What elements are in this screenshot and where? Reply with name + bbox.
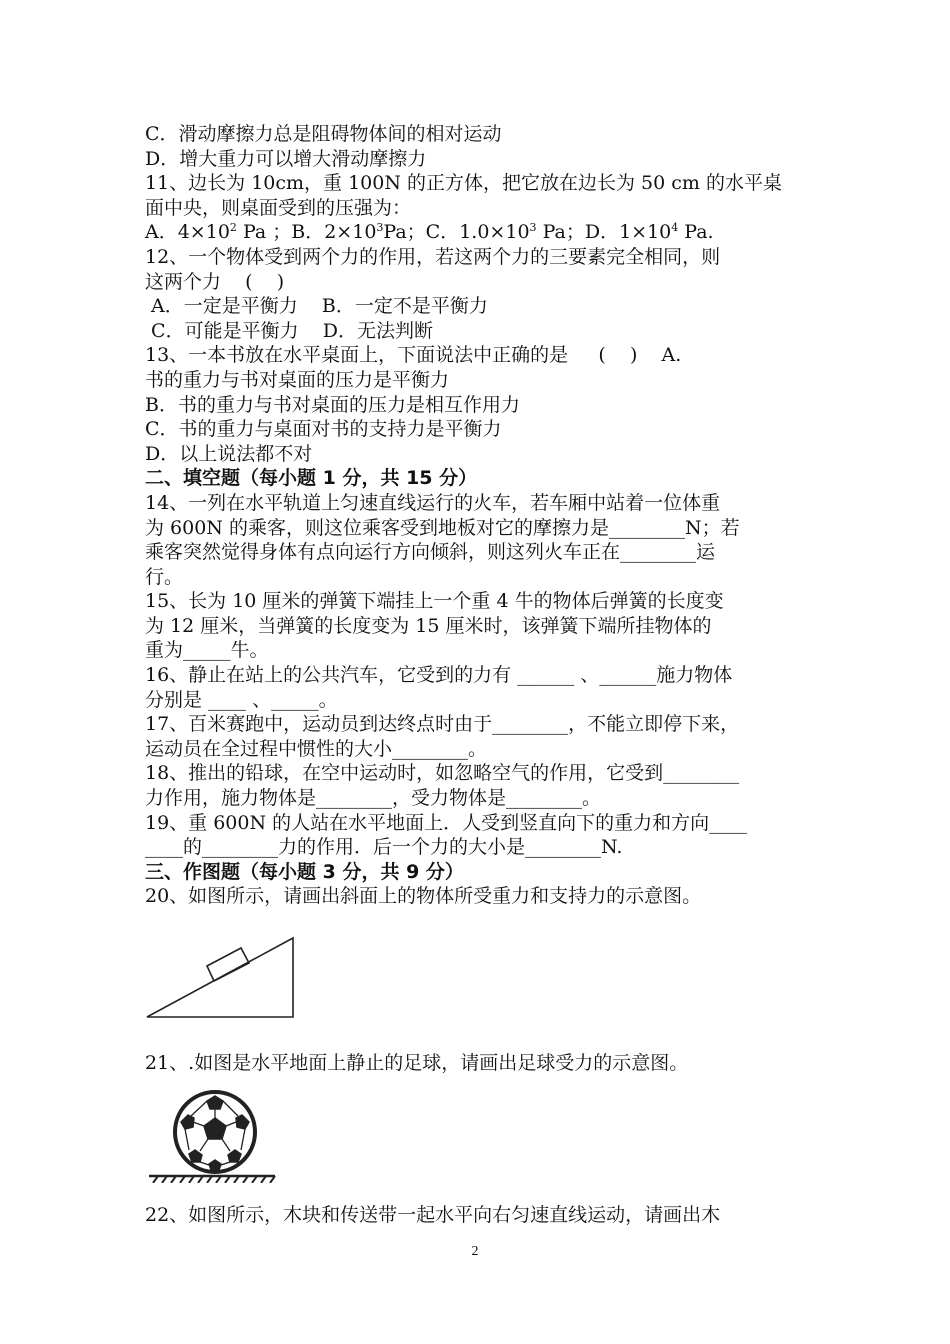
q11-opt-d: Pa；D．1×10	[536, 221, 672, 244]
q11-unit: Pa.	[678, 221, 714, 244]
question-14-line-4: 行。	[145, 565, 184, 588]
question-14-line-3: 乘客突然觉得身体有点向运行方向倾斜，则这列火车正在________运	[145, 541, 716, 564]
question-13-line-1: 13、一本书放在水平桌面上，下面说法中正确的是 ( ) A.	[145, 344, 682, 367]
question-19-line-1: 19、重 600N 的人站在水平地面上．人受到竖直向下的重力和方向____	[145, 811, 748, 834]
question-13-option-d: D．以上说法都不对	[145, 442, 313, 465]
question-17-line-2: 运动员在全过程中惯性的大小________。	[145, 737, 488, 760]
question-16-line-1: 16、静止在站上的公共汽车，它受到的力有 ______ 、______施力物体	[145, 664, 733, 687]
q11-exp-c: 3	[529, 221, 537, 235]
question-14-line-1: 14、一列在水平轨道上匀速直线运行的火车，若车厢中站着一位体重	[145, 491, 721, 514]
question-11-line-2: 面中央，则桌面受到的压强为：	[145, 196, 412, 219]
question-11-line-1: 11、边长为 10cm，重 100N 的正方体，把它放在边长为 50 cm 的水平桌	[145, 172, 782, 195]
page-number: 2	[471, 1244, 479, 1259]
q11-exp-a: 2	[229, 221, 237, 235]
question-13-option-b: B．书的重力与书对桌面的压力是相互作用力	[145, 393, 520, 416]
question-13-line-2: 书的重力与书对桌面的压力是平衡力	[145, 368, 450, 391]
question-15-line-1: 15、长为 10 厘米的弹簧下端挂上一个重 4 牛的物体后弹簧的长度变	[145, 590, 724, 613]
question-17-line-1: 17、百米赛跑中，运动员到达终点时由于________，不能立即停下来，	[145, 713, 740, 736]
question-19-line-2: ____的________力的作用．后一个力的大小是________N.	[145, 836, 623, 859]
q11-opt-c: Pa；C．1.0×10	[383, 221, 530, 244]
q11-exp-d: 4	[671, 221, 679, 235]
question-13-option-c: C．书的重力与桌面对书的支持力是平衡力	[145, 418, 502, 441]
option-c-line: C．滑动摩擦力总是阻碍物体间的相对运动	[145, 123, 502, 145]
question-18-line-2: 力作用，施力物体是________，受力物体是________。	[145, 787, 602, 810]
question-20: 20、如图所示，请画出斜面上的物体所受重力和支持力的示意图。	[145, 885, 702, 908]
football-panels	[181, 1096, 249, 1170]
question-12-line-1: 12、一个物体受到两个力的作用，若这两个力的三要素完全相同，则	[145, 245, 721, 268]
football-figure	[145, 1088, 280, 1183]
q11-opt-a: A．4×10	[145, 221, 230, 244]
section-2-heading: 二、填空题（每小题 1 分，共 15 分）	[145, 467, 478, 490]
question-14-line-2: 为 600N 的乘客，则这位乘客受到地板对它的摩擦力是________N；若	[145, 516, 740, 539]
document-body	[145, 122, 810, 1227]
question-12-line-2: 这两个力 ( )	[145, 270, 285, 293]
question-21: 21、.如图是水平地面上静止的足球，请画出足球受力的示意图。	[145, 1052, 689, 1074]
question-11-options	[145, 220, 810, 245]
question-22: 22、如图所示，木块和传送带一起水平向右匀速直线运动，请画出木	[145, 1203, 721, 1226]
q11-exp-b: 3	[376, 221, 384, 235]
q11-opt-b: Pa ；B．2×10	[236, 221, 377, 244]
question-18-line-1: 18、推出的铅球，在空中运动时，如忽略空气的作用，它受到________	[145, 762, 740, 785]
question-12-options-cd: C．可能是平衡力 D．无法判断	[145, 319, 433, 342]
incline-block-figure	[145, 921, 305, 1031]
question-15-line-2: 为 12 厘米，当弹簧的长度变为 15 厘米时，该弹簧下端所挂物体的	[145, 614, 712, 637]
option-d-line: D．增大重力可以增大滑动摩擦力	[145, 147, 427, 170]
section-3-heading: 三、作图题（每小题 3 分，共 9 分）	[145, 860, 464, 883]
question-12-options-ab: A．一定是平衡力 B．一定不是平衡力	[145, 295, 488, 318]
question-15-line-3: 重为_____牛。	[145, 639, 269, 662]
question-16-line-2: 分别是 ____ 、_____。	[145, 688, 338, 711]
